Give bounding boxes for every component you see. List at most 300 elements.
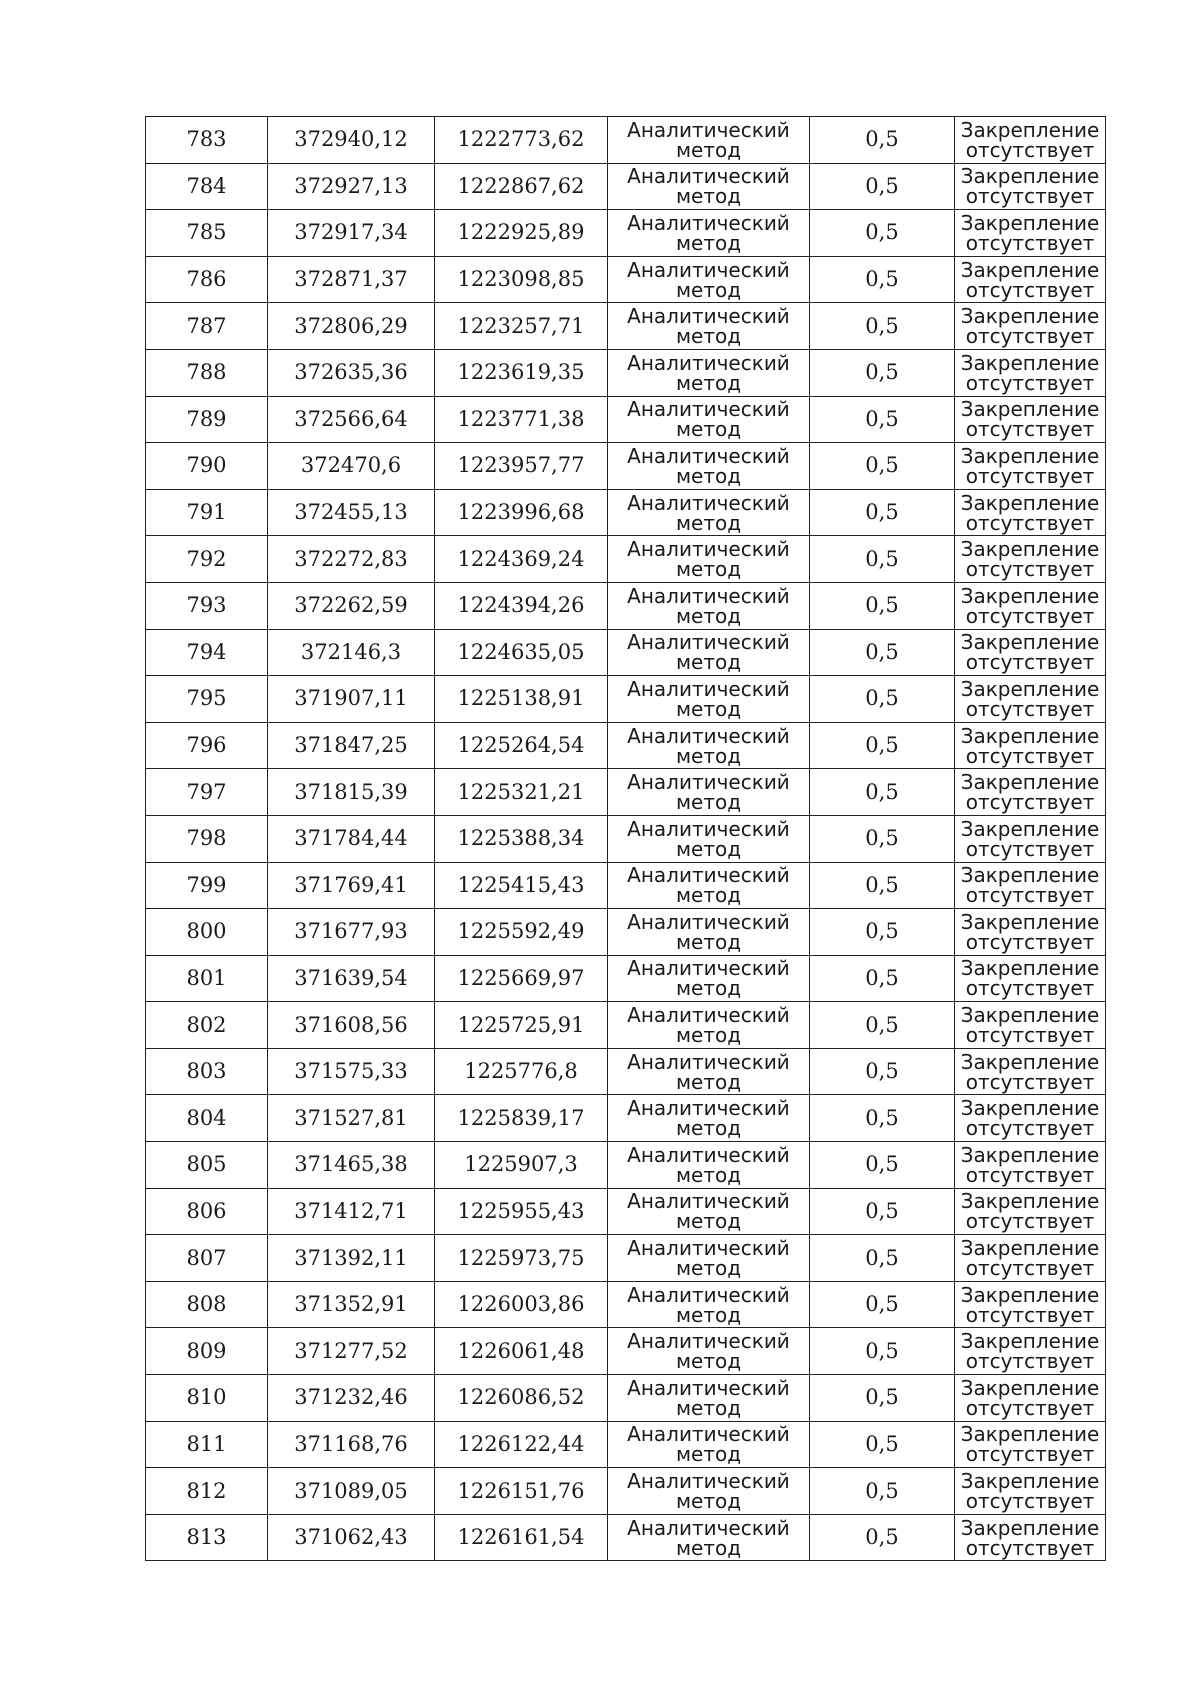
fixing-line-2: отсутствует	[965, 603, 1095, 628]
table-row	[146, 443, 1106, 490]
y-coordinate-cell: 1226003,86	[435, 1281, 608, 1328]
accuracy-cell: 0,5	[810, 1235, 955, 1282]
method-line-1: Аналитический	[627, 583, 790, 608]
method-cell	[608, 1421, 810, 1468]
x-coordinate-cell: 372470,6	[268, 443, 435, 490]
x-coordinate-cell: 372272,83	[268, 536, 435, 583]
accuracy-cell: 0,5	[810, 1095, 955, 1142]
x-coordinate-cell: 372917,34	[268, 210, 435, 257]
method-line-2: метод	[675, 370, 742, 395]
method-cell	[608, 1235, 810, 1282]
method-line-2: метод	[675, 1023, 742, 1048]
point-number-cell: 801	[146, 955, 268, 1002]
fixing-cell	[955, 210, 1106, 257]
table-row	[146, 1235, 1106, 1282]
accuracy-cell: 0,5	[810, 582, 955, 629]
accuracy-cell: 0,5	[810, 722, 955, 769]
fixing-line-2: отсутствует	[965, 1442, 1095, 1467]
method-cell	[608, 349, 810, 396]
fixing-line-2: отсутствует	[965, 1256, 1095, 1281]
point-number-cell: 791	[146, 489, 268, 536]
method-cell	[608, 489, 810, 536]
x-coordinate-cell: 371784,44	[268, 815, 435, 862]
method-line-1: Аналитический	[627, 304, 790, 329]
fixing-line-2: отсутствует	[965, 696, 1095, 721]
y-coordinate-cell: 1226061,48	[435, 1328, 608, 1375]
y-coordinate-cell: 1224369,24	[435, 536, 608, 583]
x-coordinate-cell: 371352,91	[268, 1281, 435, 1328]
method-cell	[608, 1281, 810, 1328]
method-cell	[608, 210, 810, 257]
point-number-cell: 813	[146, 1514, 268, 1561]
method-cell	[608, 955, 810, 1002]
table-row	[146, 1142, 1106, 1189]
accuracy-cell: 0,5	[810, 815, 955, 862]
fixing-line-1: Закрепление	[960, 1003, 1100, 1028]
fixing-line-1: Закрепление	[960, 1096, 1100, 1121]
y-coordinate-cell: 1226161,54	[435, 1514, 608, 1561]
fixing-cell	[955, 1375, 1106, 1422]
point-number-cell: 796	[146, 722, 268, 769]
fixing-line-1: Закрепление	[960, 1282, 1100, 1307]
table-row	[146, 1468, 1106, 1515]
method-cell	[608, 1142, 810, 1189]
method-cell	[608, 722, 810, 769]
fixing-cell	[955, 396, 1106, 443]
y-coordinate-cell: 1225264,54	[435, 722, 608, 769]
fixing-cell	[955, 676, 1106, 723]
fixing-cell	[955, 769, 1106, 816]
fixing-line-2: отсутствует	[965, 184, 1095, 209]
y-coordinate-cell: 1222773,62	[435, 117, 608, 164]
coordinates-table-body	[146, 117, 1106, 1561]
point-number-cell: 787	[146, 303, 268, 350]
method-cell	[608, 676, 810, 723]
method-cell	[608, 582, 810, 629]
accuracy-cell: 0,5	[810, 210, 955, 257]
table-row	[146, 1281, 1106, 1328]
fixing-cell	[955, 955, 1106, 1002]
method-cell	[608, 396, 810, 443]
y-coordinate-cell: 1223098,85	[435, 256, 608, 303]
fixing-cell	[955, 117, 1106, 164]
fixing-cell	[955, 862, 1106, 909]
table-row	[146, 1002, 1106, 1049]
point-number-cell: 784	[146, 163, 268, 210]
table-row	[146, 1188, 1106, 1235]
table-row	[146, 349, 1106, 396]
accuracy-cell: 0,5	[810, 303, 955, 350]
table-row	[146, 1514, 1106, 1561]
fixing-cell	[955, 443, 1106, 490]
fixing-line-2: отсутствует	[965, 883, 1095, 908]
fixing-line-1: Закрепление	[960, 350, 1100, 375]
point-number-cell: 812	[146, 1468, 268, 1515]
y-coordinate-cell: 1225592,49	[435, 909, 608, 956]
x-coordinate-cell: 371062,43	[268, 1514, 435, 1561]
fixing-cell	[955, 1328, 1106, 1375]
method-line-1: Аналитический	[627, 164, 790, 189]
fixing-line-2: отсутствует	[965, 1069, 1095, 1094]
fixing-line-2: отсутствует	[965, 650, 1095, 675]
method-line-1: Аналитический	[627, 909, 790, 934]
method-line-1: Аналитический	[627, 723, 790, 748]
fixing-line-2: отсутствует	[965, 976, 1095, 1001]
fixing-cell	[955, 1514, 1106, 1561]
fixing-line-2: отсутствует	[965, 463, 1095, 488]
x-coordinate-cell: 372146,3	[268, 629, 435, 676]
method-line-2: метод	[675, 929, 742, 954]
fixing-line-1: Закрепление	[960, 816, 1100, 841]
fixing-cell	[955, 909, 1106, 956]
point-number-cell: 811	[146, 1421, 268, 1468]
point-number-cell: 794	[146, 629, 268, 676]
x-coordinate-cell: 372566,64	[268, 396, 435, 443]
method-line-2: метод	[675, 417, 742, 442]
y-coordinate-cell: 1225669,97	[435, 955, 608, 1002]
point-number-cell: 792	[146, 536, 268, 583]
method-line-2: метод	[675, 1209, 742, 1234]
method-cell	[608, 256, 810, 303]
fixing-cell	[955, 489, 1106, 536]
fixing-line-1: Закрепление	[960, 304, 1100, 329]
x-coordinate-cell: 371608,56	[268, 1002, 435, 1049]
method-line-1: Аналитический	[627, 1049, 790, 1074]
accuracy-cell: 0,5	[810, 955, 955, 1002]
method-cell	[608, 909, 810, 956]
method-line-1: Аналитический	[627, 1329, 790, 1354]
point-number-cell: 798	[146, 815, 268, 862]
method-line-1: Аналитический	[627, 676, 790, 701]
y-coordinate-cell: 1225388,34	[435, 815, 608, 862]
method-line-1: Аналитический	[627, 816, 790, 841]
fixing-line-1: Закрепление	[960, 1375, 1100, 1400]
fixing-line-1: Закрепление	[960, 770, 1100, 795]
point-number-cell: 790	[146, 443, 268, 490]
fixing-line-1: Закрепление	[960, 630, 1100, 655]
method-line-1: Аналитический	[627, 537, 790, 562]
fixing-line-2: отсутствует	[965, 557, 1095, 582]
table-row	[146, 955, 1106, 1002]
y-coordinate-cell: 1223619,35	[435, 349, 608, 396]
accuracy-cell: 0,5	[810, 629, 955, 676]
fixing-line-1: Закрепление	[960, 443, 1100, 468]
method-line-1: Аналитический	[627, 956, 790, 981]
method-line-1: Аналитический	[627, 210, 790, 235]
x-coordinate-cell: 371089,05	[268, 1468, 435, 1515]
fixing-line-1: Закрепление	[960, 1329, 1100, 1354]
method-cell	[608, 1468, 810, 1515]
x-coordinate-cell: 372262,59	[268, 582, 435, 629]
x-coordinate-cell: 371639,54	[268, 955, 435, 1002]
accuracy-cell: 0,5	[810, 396, 955, 443]
table-row	[146, 862, 1106, 909]
point-number-cell: 783	[146, 117, 268, 164]
method-line-1: Аналитический	[627, 1469, 790, 1494]
method-line-2: метод	[675, 137, 742, 162]
method-line-2: метод	[675, 743, 742, 768]
method-cell	[608, 1375, 810, 1422]
fixing-line-2: отсутствует	[965, 1349, 1095, 1374]
fixing-line-1: Закрепление	[960, 863, 1100, 888]
method-line-2: метод	[675, 650, 742, 675]
fixing-line-2: отсутствует	[965, 929, 1095, 954]
fixing-line-1: Закрепление	[960, 490, 1100, 515]
point-number-cell: 810	[146, 1375, 268, 1422]
fixing-line-2: отсутствует	[965, 1116, 1095, 1141]
fixing-cell	[955, 629, 1106, 676]
method-cell	[608, 117, 810, 164]
method-line-1: Аналитический	[627, 350, 790, 375]
point-number-cell: 805	[146, 1142, 268, 1189]
point-number-cell: 797	[146, 769, 268, 816]
method-cell	[608, 629, 810, 676]
method-line-2: метод	[675, 696, 742, 721]
fixing-line-1: Закрепление	[960, 1189, 1100, 1214]
method-cell	[608, 815, 810, 862]
y-coordinate-cell: 1225776,8	[435, 1048, 608, 1095]
method-cell	[608, 1328, 810, 1375]
method-line-2: метод	[675, 1162, 742, 1187]
table-row	[146, 1421, 1106, 1468]
fixing-line-2: отсутствует	[965, 1023, 1095, 1048]
method-cell	[608, 862, 810, 909]
x-coordinate-cell: 372927,13	[268, 163, 435, 210]
fixing-line-2: отсутствует	[965, 230, 1095, 255]
method-line-2: метод	[675, 1395, 742, 1420]
method-cell	[608, 443, 810, 490]
fixing-cell	[955, 1002, 1106, 1049]
y-coordinate-cell: 1223996,68	[435, 489, 608, 536]
fixing-cell	[955, 536, 1106, 583]
fixing-line-2: отсутствует	[965, 743, 1095, 768]
table-row	[146, 1328, 1106, 1375]
accuracy-cell: 0,5	[810, 1514, 955, 1561]
y-coordinate-cell: 1224394,26	[435, 582, 608, 629]
fixing-line-2: отсутствует	[965, 137, 1095, 162]
method-cell	[608, 303, 810, 350]
method-line-1: Аналитический	[627, 490, 790, 515]
x-coordinate-cell: 372635,36	[268, 349, 435, 396]
method-line-1: Аналитический	[627, 1096, 790, 1121]
fixing-line-2: отсутствует	[965, 1302, 1095, 1327]
y-coordinate-cell: 1225955,43	[435, 1188, 608, 1235]
accuracy-cell: 0,5	[810, 1048, 955, 1095]
method-line-1: Аналитический	[627, 257, 790, 282]
point-number-cell: 807	[146, 1235, 268, 1282]
table-row	[146, 536, 1106, 583]
method-line-1: Аналитический	[627, 630, 790, 655]
table-row	[146, 629, 1106, 676]
accuracy-cell: 0,5	[810, 1468, 955, 1515]
method-line-2: метод	[675, 976, 742, 1001]
point-number-cell: 800	[146, 909, 268, 956]
method-line-1: Аналитический	[627, 1003, 790, 1028]
table-row	[146, 117, 1106, 164]
y-coordinate-cell: 1225138,91	[435, 676, 608, 723]
x-coordinate-cell: 371232,46	[268, 1375, 435, 1422]
table-row	[146, 1048, 1106, 1095]
point-number-cell: 808	[146, 1281, 268, 1328]
method-line-1: Аналитический	[627, 770, 790, 795]
table-row	[146, 163, 1106, 210]
fixing-cell	[955, 582, 1106, 629]
method-cell	[608, 1188, 810, 1235]
point-number-cell: 806	[146, 1188, 268, 1235]
accuracy-cell: 0,5	[810, 1142, 955, 1189]
method-line-2: метод	[675, 883, 742, 908]
fixing-line-1: Закрепление	[960, 537, 1100, 562]
method-line-2: метод	[675, 463, 742, 488]
accuracy-cell: 0,5	[810, 349, 955, 396]
method-line-2: метод	[675, 1489, 742, 1514]
fixing-line-1: Закрепление	[960, 257, 1100, 282]
accuracy-cell: 0,5	[810, 1188, 955, 1235]
table-row	[146, 676, 1106, 723]
method-line-2: метод	[675, 1069, 742, 1094]
accuracy-cell: 0,5	[810, 1281, 955, 1328]
fixing-cell	[955, 1281, 1106, 1328]
fixing-line-2: отсутствует	[965, 790, 1095, 815]
y-coordinate-cell: 1226086,52	[435, 1375, 608, 1422]
y-coordinate-cell: 1225839,17	[435, 1095, 608, 1142]
point-number-cell: 785	[146, 210, 268, 257]
table-row	[146, 396, 1106, 443]
method-line-1: Аналитический	[627, 117, 790, 142]
table-row	[146, 722, 1106, 769]
method-line-2: метод	[675, 1535, 742, 1560]
fixing-cell	[955, 1188, 1106, 1235]
accuracy-cell: 0,5	[810, 163, 955, 210]
fixing-line-1: Закрепление	[960, 210, 1100, 235]
fixing-line-1: Закрепление	[960, 397, 1100, 422]
method-cell	[608, 769, 810, 816]
x-coordinate-cell: 372871,37	[268, 256, 435, 303]
fixing-line-2: отсутствует	[965, 1535, 1095, 1560]
point-number-cell: 795	[146, 676, 268, 723]
fixing-cell	[955, 303, 1106, 350]
table-row	[146, 1095, 1106, 1142]
fixing-line-1: Закрепление	[960, 164, 1100, 189]
fixing-line-2: отсутствует	[965, 510, 1095, 535]
fixing-line-2: отсутствует	[965, 836, 1095, 861]
fixing-line-2: отсутствует	[965, 277, 1095, 302]
method-cell	[608, 1514, 810, 1561]
method-cell	[608, 536, 810, 583]
method-line-1: Аналитический	[627, 443, 790, 468]
y-coordinate-cell: 1223957,77	[435, 443, 608, 490]
method-cell	[608, 1048, 810, 1095]
method-line-2: метод	[675, 836, 742, 861]
x-coordinate-cell: 371769,41	[268, 862, 435, 909]
fixing-cell	[955, 1421, 1106, 1468]
x-coordinate-cell: 372806,29	[268, 303, 435, 350]
x-coordinate-cell: 371847,25	[268, 722, 435, 769]
method-cell	[608, 1095, 810, 1142]
method-cell	[608, 1002, 810, 1049]
method-line-1: Аналитический	[627, 1282, 790, 1307]
y-coordinate-cell: 1223257,71	[435, 303, 608, 350]
accuracy-cell: 0,5	[810, 256, 955, 303]
fixing-line-2: отсутствует	[965, 1395, 1095, 1420]
point-number-cell: 809	[146, 1328, 268, 1375]
method-line-1: Аналитический	[627, 1422, 790, 1447]
fixing-cell	[955, 1235, 1106, 1282]
point-number-cell: 802	[146, 1002, 268, 1049]
accuracy-cell: 0,5	[810, 676, 955, 723]
point-number-cell: 789	[146, 396, 268, 443]
accuracy-cell: 0,5	[810, 862, 955, 909]
x-coordinate-cell: 371412,71	[268, 1188, 435, 1235]
fixing-line-1: Закрепление	[960, 1515, 1100, 1540]
method-line-2: метод	[675, 230, 742, 255]
fixing-line-1: Закрепление	[960, 1236, 1100, 1261]
fixing-line-2: отсутствует	[965, 370, 1095, 395]
y-coordinate-cell: 1225415,43	[435, 862, 608, 909]
x-coordinate-cell: 371815,39	[268, 769, 435, 816]
accuracy-cell: 0,5	[810, 117, 955, 164]
table-row	[146, 489, 1106, 536]
fixing-line-1: Закрепление	[960, 583, 1100, 608]
accuracy-cell: 0,5	[810, 443, 955, 490]
accuracy-cell: 0,5	[810, 1375, 955, 1422]
fixing-line-2: отсутствует	[965, 417, 1095, 442]
y-coordinate-cell: 1223771,38	[435, 396, 608, 443]
fixing-line-1: Закрепление	[960, 909, 1100, 934]
method-line-2: метод	[675, 277, 742, 302]
method-line-1: Аналитический	[627, 397, 790, 422]
method-line-2: метод	[675, 1442, 742, 1467]
fixing-line-2: отсутствует	[965, 324, 1095, 349]
table-row	[146, 582, 1106, 629]
table-row	[146, 210, 1106, 257]
accuracy-cell: 0,5	[810, 1328, 955, 1375]
point-number-cell: 793	[146, 582, 268, 629]
table-row	[146, 909, 1106, 956]
x-coordinate-cell: 371277,52	[268, 1328, 435, 1375]
point-number-cell: 804	[146, 1095, 268, 1142]
x-coordinate-cell: 371907,11	[268, 676, 435, 723]
point-number-cell: 803	[146, 1048, 268, 1095]
method-cell	[608, 163, 810, 210]
method-line-2: метод	[675, 510, 742, 535]
x-coordinate-cell: 371168,76	[268, 1421, 435, 1468]
fixing-line-1: Закрепление	[960, 1049, 1100, 1074]
table-row	[146, 815, 1106, 862]
fixing-cell	[955, 256, 1106, 303]
fixing-line-1: Закрепление	[960, 1422, 1100, 1447]
y-coordinate-cell: 1225907,3	[435, 1142, 608, 1189]
point-number-cell: 788	[146, 349, 268, 396]
y-coordinate-cell: 1222925,89	[435, 210, 608, 257]
accuracy-cell: 0,5	[810, 1421, 955, 1468]
fixing-cell	[955, 349, 1106, 396]
fixing-cell	[955, 1142, 1106, 1189]
accuracy-cell: 0,5	[810, 769, 955, 816]
method-line-2: метод	[675, 603, 742, 628]
fixing-line-2: отсутствует	[965, 1162, 1095, 1187]
method-line-1: Аналитический	[627, 1142, 790, 1167]
method-line-1: Аналитический	[627, 1189, 790, 1214]
accuracy-cell: 0,5	[810, 536, 955, 583]
y-coordinate-cell: 1225321,21	[435, 769, 608, 816]
method-line-1: Аналитический	[627, 1236, 790, 1261]
x-coordinate-cell: 371677,93	[268, 909, 435, 956]
method-line-2: метод	[675, 557, 742, 582]
x-coordinate-cell: 372940,12	[268, 117, 435, 164]
table-row	[146, 1375, 1106, 1422]
x-coordinate-cell: 371527,81	[268, 1095, 435, 1142]
